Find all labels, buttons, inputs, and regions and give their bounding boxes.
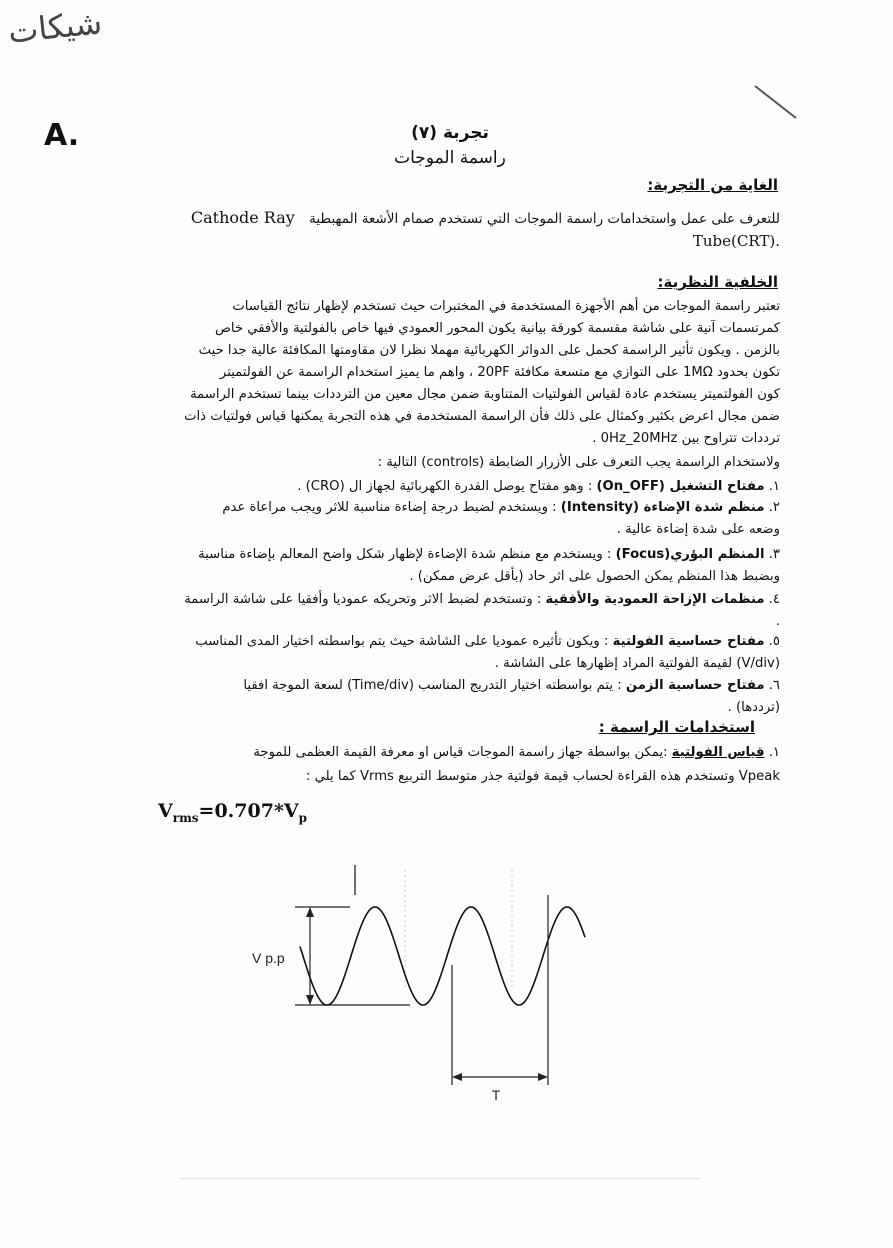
control-item-2: ٢. منظم شدة الإضاءة (Intensity) : ويستخدم لضبط درجة إضاءة مناسبة للاثر ويجب مراعاة عدم <box>222 500 780 515</box>
vrms-formula: $V_{rms}=0.707*V_p$ <box>158 800 308 825</box>
waveform-figure <box>240 855 640 1115</box>
period-arrowhead-left <box>452 1073 462 1081</box>
background-line-3: بالزمن . ويكون تأثير الراسمة كحمل على الدوائر الكهربائية مهملا نظرا لان مقاومتها المكافئة عالية جدا حيث <box>198 343 780 358</box>
faint-bottom-mark <box>180 1178 700 1179</box>
background-heading: الخلفية النظرية: <box>657 273 778 291</box>
uses-item-1: ١. قياس الفولتية :يمكن بواسطة جهاز راسمة الموجات قياس او معرفة القيمة العظمى للموجة <box>253 745 780 760</box>
sine-wave <box>300 907 585 1005</box>
vpp-label: V p.p <box>252 950 285 966</box>
experiment-subtitle: راسمة الموجات <box>394 148 506 168</box>
period-label: T <box>491 1087 501 1103</box>
pen-stroke-mark <box>754 85 796 119</box>
background-line-6: ضمن مجال اعرض بكثير وكمثال على ذلك فأن الراسمة المستخدمة في هذه التجربة يمكنها قياس فولتيات ذات <box>184 409 780 424</box>
experiment-title: تجربة (٧) <box>411 123 489 143</box>
uses-heading: استخدامات الراسمة : <box>598 718 755 736</box>
control-item-4: ٤. منظمات الإزاحة العمودية والأفقية : وتستخدم لضبط الاثر وتحريكه عموديا وأفقيا على شاشة الراسمة <box>184 592 780 607</box>
handwritten-note: شيكات <box>6 3 104 51</box>
control-item-6: ٦. مفتاح حساسية الزمن : يتم بواسطته اختيار التدريج المناسب (Time/div) لسعة الموجة افقيا <box>243 678 780 693</box>
vpp-arrowhead-bottom <box>306 995 314 1005</box>
background-line-1: تعتبر راسمة الموجات من أهم الأجهزة المستخدمة في المختبرات حيث تستخدم لإظهار نتائج القياسات <box>232 299 780 314</box>
period-arrowhead-right <box>538 1073 548 1081</box>
background-line-2: كمرتسمات آنية على شاشة مقسمة كورقة بيانية يكون المحور العمودي فيها خاص بالفولتية والأفقي خاص <box>214 321 780 336</box>
background-line-4: تكون بحدود 1MΩ على التوازي مع متسعة مكافئة 20PF ، واهم ما يميز استخدام الراسمة عن الفولتميتر <box>219 365 780 380</box>
control-item-2-cont: وضعه على شدة إضاءة عالية . <box>616 522 780 537</box>
page-number: A. <box>44 118 80 153</box>
control-item-5: ٥. مفتاح حساسية الفولتية : ويكون تأثيره عموديا على الشاشة حيث يتم بواسطته اختيار المدى المناسب <box>195 634 780 649</box>
background-line-7: ترددات تتراوح بين 0Hz_20MHz . <box>592 431 780 446</box>
control-item-5-cont: (V/div) لقيمة الفولتية المراد إظهارها على الشاشة . <box>494 656 780 671</box>
control-item-4-cont: . <box>775 614 780 629</box>
objective-heading: الغاية من التجربة: <box>647 176 778 194</box>
objective-line-1: للتعرف على عمل واستخدامات راسمة الموجات التي تستخدم صمام الأشعة المهبطية Cathode Ray <box>190 208 780 227</box>
control-item-1: ١. مفتاح التشغيل (On_OFF) : وهو مفتاح يوصل القدرة الكهربائية لجهاز ال (CRO) . <box>297 479 780 494</box>
objective-line-2: .Tube(CRT) <box>692 232 780 250</box>
control-item-6-cont: (ترددها) . <box>727 700 780 715</box>
background-line-5: كون الفولتميتر يستخدم عادة لقياس الفولتيات المتناوبة ضمن مجال معين من الترددات بينما تستخدم الراسمة <box>190 387 780 402</box>
vpp-arrowhead-top <box>306 907 314 917</box>
background-line-8: ولاستخدام الراسمة يجب التعرف على الأزرار الضابطة (controls) التالية : <box>377 455 780 470</box>
uses-item-1-cont: Vpeak وتستخدم هذه القراءة لحساب قيمة فولتية جذر متوسط التربيع Vrms كما يلي : <box>306 769 780 784</box>
control-item-3-cont: وبضبط هذا المنظم يمكن الحصول على اثر حاد (بأقل عرض ممكن) . <box>409 569 780 584</box>
control-item-3: ٣. المنظم البؤري(Focus) : ويستخدم مع منظم شدة الإضاءة لإظهار شكل واضح المعالم بإضاءة مناسبة <box>198 547 780 562</box>
